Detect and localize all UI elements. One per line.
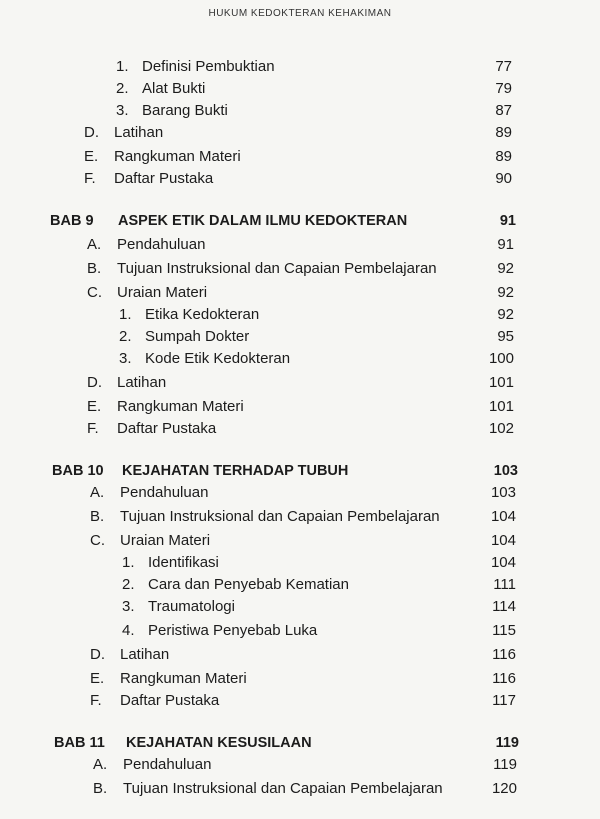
chapter-title: ASPEK ETIK DALAM ILMU KEDOKTERAN [118,213,408,229]
section-letter: E. [84,148,99,165]
section-title: Tujuan Instruksional dan Capaian Pembelajaran [123,780,443,797]
chapter-label: BAB 10 [52,463,104,479]
section-title: Tujuan Instruksional dan Capaian Pembelajaran [120,508,440,525]
section-letter: B. [87,260,102,277]
section-letter: B. [93,780,108,797]
chapter-label: BAB 9 [50,213,94,229]
subsection-number: 1. [116,58,129,75]
toc-entry-row[interactable] [0,146,600,168]
chapter-title: KEJAHATAN KESUSILAAN [126,735,312,751]
page-number: 120 [491,780,517,797]
page-number: 92 [497,306,514,323]
page-number: 89 [495,124,512,141]
toc-entry-row[interactable] [0,418,600,440]
section-title: Daftar Pustaka [117,420,217,437]
toc-entry-row[interactable] [0,282,600,304]
subsection-number: 3. [116,102,129,119]
section-letter: F. [84,170,96,187]
toc-entry-row[interactable] [0,78,600,100]
page-number: 104 [490,508,516,525]
toc-entry-row[interactable] [0,234,600,256]
page-number: 91 [499,213,516,229]
page-number: 114 [492,598,516,615]
subsection-title: Traumatologi [148,598,235,615]
subsection-number: 2. [119,328,132,345]
page-number: 103 [490,484,516,501]
subsection-number: 3. [122,598,135,615]
subsection-title: Alat Bukti [142,80,206,97]
toc-chapter-row[interactable] [0,732,600,754]
section-title: Latihan [114,124,164,141]
section-title: Pendahuluan [117,236,206,253]
page-number: 115 [492,622,516,639]
section-title: Uraian Materi [120,532,211,549]
toc-entry-row[interactable] [0,326,600,348]
toc-entry-row[interactable] [0,258,600,280]
page-number: 104 [490,554,516,571]
toc-entry-row[interactable] [0,690,600,712]
section-title: Rangkuman Materi [114,148,241,165]
section-title: Rangkuman Materi [117,398,244,415]
subsection-number: 3. [119,350,132,367]
page-number: 89 [495,148,512,165]
section-title: Pendahuluan [123,756,212,773]
section-title: Latihan [120,646,170,663]
subsection-title: Sumpah Dokter [145,328,250,345]
section-letter: C. [87,284,102,301]
page-number: 119 [495,735,519,751]
page-number: 119 [493,756,517,773]
toc-entry-row[interactable] [0,100,600,122]
toc-entry-row[interactable] [0,552,600,574]
section-letter: F. [87,420,99,437]
running-header: HUKUM KEDOKTERAN KEHAKIMAN [208,8,392,19]
toc-entry-row[interactable] [0,778,600,800]
section-letter: D. [84,124,99,141]
subsection-title: Identifikasi [148,554,219,571]
section-letter: B. [90,508,105,525]
section-letter: A. [90,484,105,501]
toc-entry-row[interactable] [0,668,600,690]
toc-entry-row[interactable] [0,644,600,666]
section-letter: C. [90,532,105,549]
toc-entry-row[interactable] [0,348,600,370]
page-number: 101 [488,374,514,391]
toc-entry-row[interactable] [0,122,600,144]
section-title: Daftar Pustaka [114,170,214,187]
page-number: 100 [488,350,514,367]
page-number: 79 [495,80,512,97]
toc-entry-row[interactable] [0,372,600,394]
subsection-number: 1. [122,554,135,571]
page-number: 102 [488,420,514,437]
toc-entry-row[interactable] [0,56,600,78]
toc-entry-row[interactable] [0,596,600,618]
toc-entry-row[interactable] [0,620,600,642]
toc-entry-row[interactable] [0,506,600,528]
toc-entry-row[interactable] [0,482,600,504]
section-title: Pendahuluan [120,484,209,501]
section-title: Rangkuman Materi [120,670,247,687]
toc-entry-row[interactable] [0,574,600,596]
subsection-number: 4. [122,622,135,639]
page-number: 77 [495,58,512,75]
subsection-number: 1. [119,306,132,323]
page-number: 103 [493,463,518,479]
toc-entry-row[interactable] [0,396,600,418]
section-letter: F. [90,692,102,709]
subsection-title: Peristiwa Penyebab Luka [148,622,318,639]
toc-chapter-row[interactable] [0,460,600,482]
page-number: 101 [488,398,514,415]
section-title: Latihan [117,374,167,391]
page-number: 104 [490,532,516,549]
section-letter: A. [93,756,108,773]
page-number: 92 [497,284,514,301]
section-title: Tujuan Instruksional dan Capaian Pembelajaran [117,260,437,277]
page-number: 116 [492,670,516,687]
chapter-label: BAB 11 [54,735,105,751]
toc-entry-row[interactable] [0,754,600,776]
subsection-title: Barang Bukti [142,102,228,119]
toc-chapter-row[interactable] [0,210,600,232]
section-letter: A. [87,236,102,253]
section-letter: E. [87,398,102,415]
page-number: 91 [497,236,514,253]
page-number: 95 [497,328,514,345]
page-number: 111 [493,576,516,593]
toc-entry-row[interactable] [0,530,600,552]
section-letter: D. [87,374,102,391]
chapter-title: KEJAHATAN TERHADAP TUBUH [122,463,349,479]
subsection-title: Etika Kedokteran [145,306,260,323]
page-number: 116 [492,646,516,663]
subsection-number: 2. [122,576,135,593]
section-title: Daftar Pustaka [120,692,220,709]
subsection-title: Cara dan Penyebab Kematian [148,576,349,593]
page-number: 87 [495,102,512,119]
subsection-number: 2. [116,80,129,97]
page-number: 117 [492,692,516,709]
toc-entry-row[interactable] [0,304,600,326]
section-letter: E. [90,670,105,687]
section-letter: D. [90,646,105,663]
subsection-title: Definisi Pembuktian [142,58,275,75]
subsection-title: Kode Etik Kedokteran [145,350,291,367]
page-number: 90 [495,170,512,187]
section-title: Uraian Materi [117,284,208,301]
page-number: 92 [497,260,514,277]
toc-entry-row[interactable] [0,168,600,190]
